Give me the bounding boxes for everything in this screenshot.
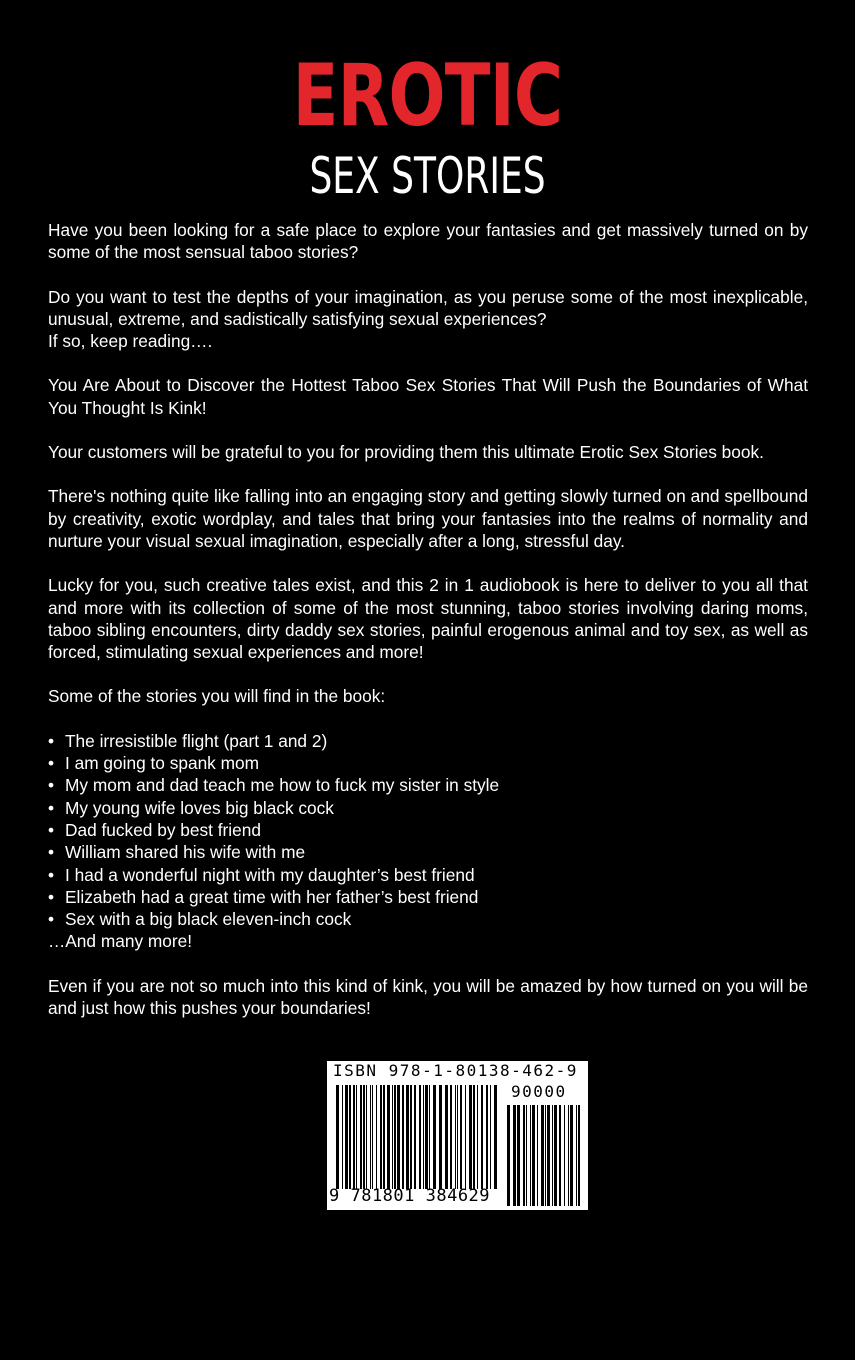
barcode-bar <box>457 1085 458 1189</box>
barcode-bar <box>370 1085 371 1189</box>
list-item: • My young wife loves big black cock <box>48 797 808 819</box>
barcode-bar <box>576 1105 577 1206</box>
barcode-bar <box>383 1085 385 1189</box>
barcode-bar <box>460 1085 462 1189</box>
list-item: • Sex with a big black eleven-inch cock <box>48 908 808 930</box>
barcode-bar <box>526 1105 527 1206</box>
list-item: • Dad fucked by best friend <box>48 819 808 841</box>
barcode-bar <box>380 1085 382 1189</box>
barcode-bar <box>433 1085 436 1189</box>
barcode-bar <box>564 1105 565 1206</box>
barcode-bar <box>342 1085 343 1189</box>
list-item: • My mom and dad teach me how to fuck my sister in style <box>48 774 808 796</box>
blurb-paragraph-2: Do you want to test the depths of your imagination, as you peruse some of the most inexplicable, unusual, extreme, and sadistically satisfying sexual experiences? <box>48 286 808 329</box>
barcode-bar <box>469 1085 472 1189</box>
barcode-bar <box>410 1085 412 1189</box>
list-item: • I am going to spank mom <box>48 752 808 774</box>
price-code: 90000 <box>511 1082 567 1101</box>
cover-subtitle: SEX STORIES <box>309 147 546 205</box>
ean-digits: 9 781801 384629 <box>329 1186 491 1206</box>
barcode-bar <box>353 1085 355 1189</box>
barcode-bar <box>537 1105 538 1206</box>
barcode-bar <box>465 1085 466 1189</box>
barcode-bar <box>545 1105 546 1206</box>
barcode-bar <box>570 1105 573 1206</box>
barcode-bar <box>439 1085 442 1189</box>
blurb-paragraph-1: Have you been looking for a safe place to explore your fantasies and get massively turned on by some of the most sensual taboo stories? <box>48 220 808 263</box>
barcode-bar <box>455 1085 456 1189</box>
barcode-bar <box>477 1085 478 1189</box>
barcode-bar <box>394 1085 396 1189</box>
stories-list <box>48 730 808 931</box>
barcode-bar <box>356 1085 357 1189</box>
barcode-bar <box>397 1085 400 1189</box>
barcode-bar <box>376 1085 377 1189</box>
barcode-bar <box>366 1085 367 1189</box>
isbn-barcode <box>327 1061 588 1210</box>
blurb-paragraph-7: Some of the stories you will find in the book: <box>48 686 386 707</box>
barcode-bar <box>450 1085 452 1189</box>
barcode-bar <box>402 1085 404 1189</box>
barcode-bar <box>552 1105 553 1206</box>
barcode-bar <box>429 1085 430 1189</box>
barcode-bar <box>523 1105 525 1206</box>
barcode-bar <box>419 1085 421 1189</box>
barcode-bar <box>336 1085 339 1189</box>
barcode-bar <box>392 1085 393 1189</box>
blurb-paragraph-3: You Are About to Discover the Hottest Taboo Sex Stories That Will Push the Boundaries of What You Thought Is Kink! <box>48 375 808 418</box>
barcode-bar <box>513 1105 516 1206</box>
barcode-bar <box>490 1085 491 1189</box>
barcode-bar <box>423 1085 424 1189</box>
barcode-bar <box>481 1085 483 1189</box>
barcode-bar <box>568 1105 569 1206</box>
barcode-bar <box>345 1085 348 1189</box>
barcode-bar <box>425 1085 428 1189</box>
barcode-bar <box>349 1085 351 1189</box>
barcode-bar <box>486 1085 488 1189</box>
cover-title: EROTIC <box>292 46 563 146</box>
barcode-bar <box>554 1105 557 1206</box>
barcode-bar <box>445 1085 448 1189</box>
barcode-bar <box>363 1085 365 1189</box>
blurb-paragraph-4: Your customers will be grateful to you for providing them this ultimate Erotic Sex Stories book. <box>48 442 764 463</box>
barcode-bar <box>507 1105 510 1206</box>
barcode-bar <box>360 1085 362 1189</box>
blurb <box>48 219 808 1019</box>
list-item: • Elizabeth had a great time with her father’s best friend <box>48 886 808 908</box>
barcode-bar <box>532 1105 535 1206</box>
blurb-paragraph-8: Even if you are not so much into this kind of kink, you will be amazed by how turned on you will be and just how this pushes your boundaries! <box>48 975 808 1019</box>
barcode-bar <box>494 1085 497 1189</box>
list-item: • I had a wonderful night with my daughter’s best friend <box>48 864 808 886</box>
barcode-bar <box>517 1105 520 1206</box>
barcode-bar <box>372 1085 373 1189</box>
barcode-bar <box>414 1085 416 1189</box>
barcode-bar <box>559 1105 561 1206</box>
and-many-more: …And many more! <box>48 931 193 952</box>
barcode-bar <box>473 1085 475 1189</box>
blurb-paragraph-6: Lucky for you, such creative tales exist, and this 2 in 1 audiobook is here to deliver to you all that and more with its collection of some of the most stunning, taboo stories involving daring moms, taboo sibling encounters, dirty daddy sex stories, painful erogenous animal and toy sex, as well as forced, stimulating sexual experiences and more! <box>48 575 808 663</box>
barcode-bar <box>578 1105 580 1206</box>
list-item: • William shared his wife with me <box>48 841 808 863</box>
barcode-bar <box>406 1085 409 1189</box>
blurb-keep-reading: If so, keep reading…. <box>48 331 213 352</box>
barcode-bar <box>541 1105 544 1206</box>
barcode-bar <box>387 1085 390 1189</box>
isbn-label: ISBN 978-1-80138-462-9 <box>333 1061 578 1080</box>
barcode-bar <box>547 1105 550 1206</box>
barcode-bar <box>530 1105 531 1206</box>
blurb-paragraph-5: There's nothing quite like falling into an engaging story and getting slowly turned on and spellbound by creativity, exotic wordplay, and tales that bring your fantasies into the realms of normality and nurture your visual sexual imagination, especially after a long, stressful day. <box>48 486 808 551</box>
list-item: • The irresistible flight (part 1 and 2) <box>48 730 808 752</box>
